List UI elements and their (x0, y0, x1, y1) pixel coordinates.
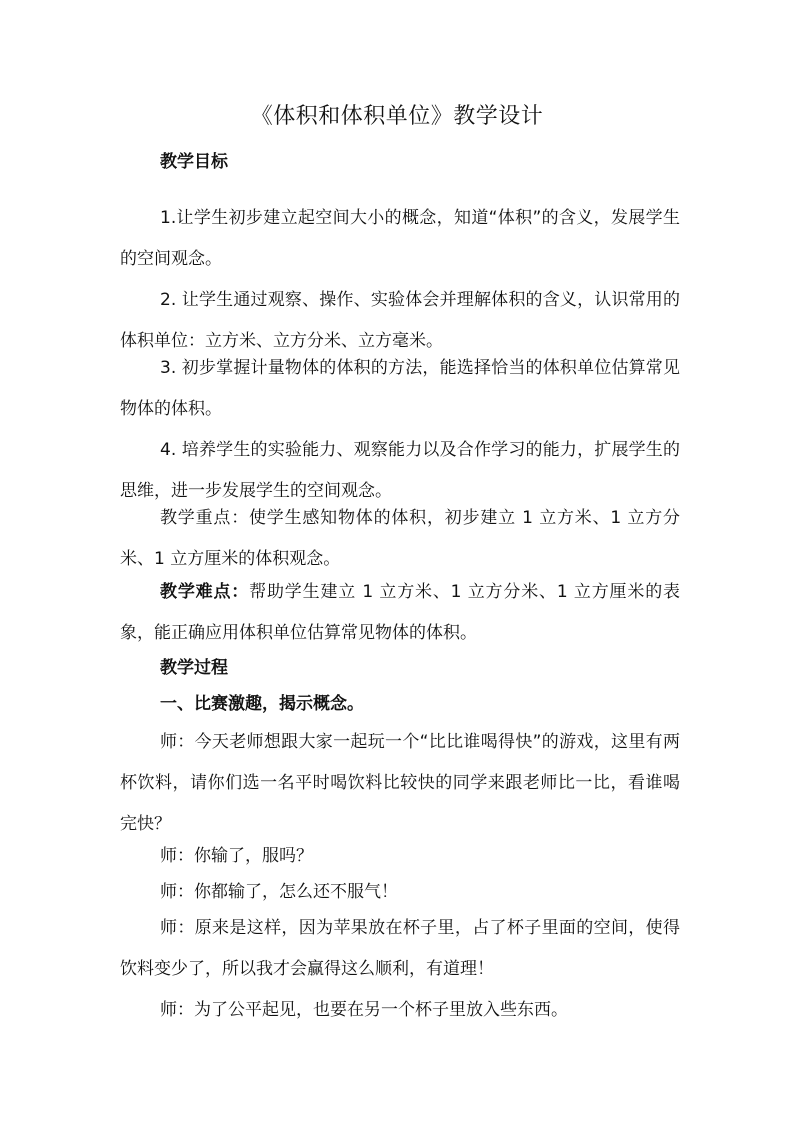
dialogue-paragraph-1: 师：今天老师想跟大家一起玩一个“比比谁喝得快”的游戏，这里有两杯饮料，请你们选一名平时喝饮料比较快的同学来跟老师比一比，看谁喝完快？ (120, 732, 680, 834)
teaching-difficulty-text: 帮助学生建立 1 立方米、1 立方分米、1 立方厘米的表象，能正确应用体积单位估算常见物体的体积。 (120, 582, 681, 643)
section-1-heading: 一、比赛激趣，揭示概念。 (160, 694, 364, 714)
document-title: 《体积和体积单位》教学设计 (250, 104, 544, 129)
heading-teaching-goals: 教学目标 (160, 152, 228, 172)
teaching-focus-paragraph: 教学重点：使学生感知物体的体积，初步建立 1 立方米、1 立方分米、1 立方厘米的体积观念。 (120, 508, 680, 569)
dialogue-paragraph-4: 师：原来是这样，因为苹果放在杯子里，占了杯子里面的空间，使得饮料变少了，所以我才会赢得这么顺利，有道理！ (120, 918, 680, 979)
goal-paragraph-3: 3. 初步掌握计量物体的体积的方法，能选择恰当的体积单位估算常见物体的体积。 (120, 358, 680, 419)
teaching-difficulty-label: 教学难点： (160, 582, 250, 602)
dialogue-paragraph-2: 师：你输了，服吗？ (160, 846, 313, 866)
teaching-difficulty-paragraph (120, 572, 680, 654)
goal-paragraph-1: 1.让学生初步建立起空间大小的概念，知道“体积”的含义，发展学生的空间观念。 (120, 208, 680, 269)
dialogue-paragraph-3: 师：你都输了，怎么还不服气！ (160, 882, 398, 902)
dialogue-paragraph-5: 师：为了公平起见，也要在另一个杯子里放入些东西。 (160, 1000, 568, 1020)
goal-paragraph-2: 2. 让学生通过观察、操作、实验体会并理解体积的含义，认识常用的体积单位：立方米、立方分米、立方毫米。 (120, 290, 680, 351)
heading-teaching-process: 教学过程 (160, 658, 228, 678)
goal-paragraph-4: 4. 培养学生的实验能力、观察能力以及合作学习的能力，扩展学生的思维，进一步发展学生的空间观念。 (120, 440, 680, 501)
